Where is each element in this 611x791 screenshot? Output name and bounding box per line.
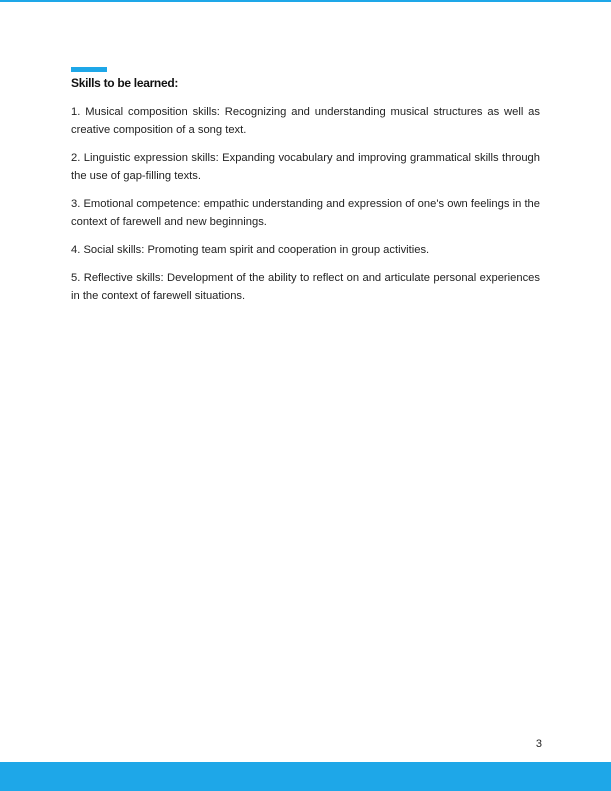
skills-list	[71, 103, 540, 315]
footer-band	[0, 762, 611, 791]
section-heading: Skills to be learned:	[71, 76, 179, 90]
page-number: 3	[535, 738, 542, 750]
skill-paragraph: 1. Musical composition skills: Recognizing and understanding musical structures as well as creative composition of a song text.	[71, 106, 540, 136]
skill-paragraph: 5. Reflective skills: Development of the ability to reflect on and articulate personal experiences in the context of farewell situations.	[71, 272, 540, 302]
skill-paragraph: 2. Linguistic expression skills: Expanding vocabulary and improving grammatical skills through the use of gap-filling texts.	[71, 152, 540, 182]
skill-paragraph: 3. Emotional competence: empathic understanding and expression of one's own feelings in the context of farewell and new beginnings.	[71, 198, 540, 228]
heading-accent-bar	[71, 67, 107, 72]
top-border-line	[0, 0, 611, 2]
skill-paragraph: 4. Social skills: Promoting team spirit and cooperation in group activities.	[71, 244, 430, 256]
